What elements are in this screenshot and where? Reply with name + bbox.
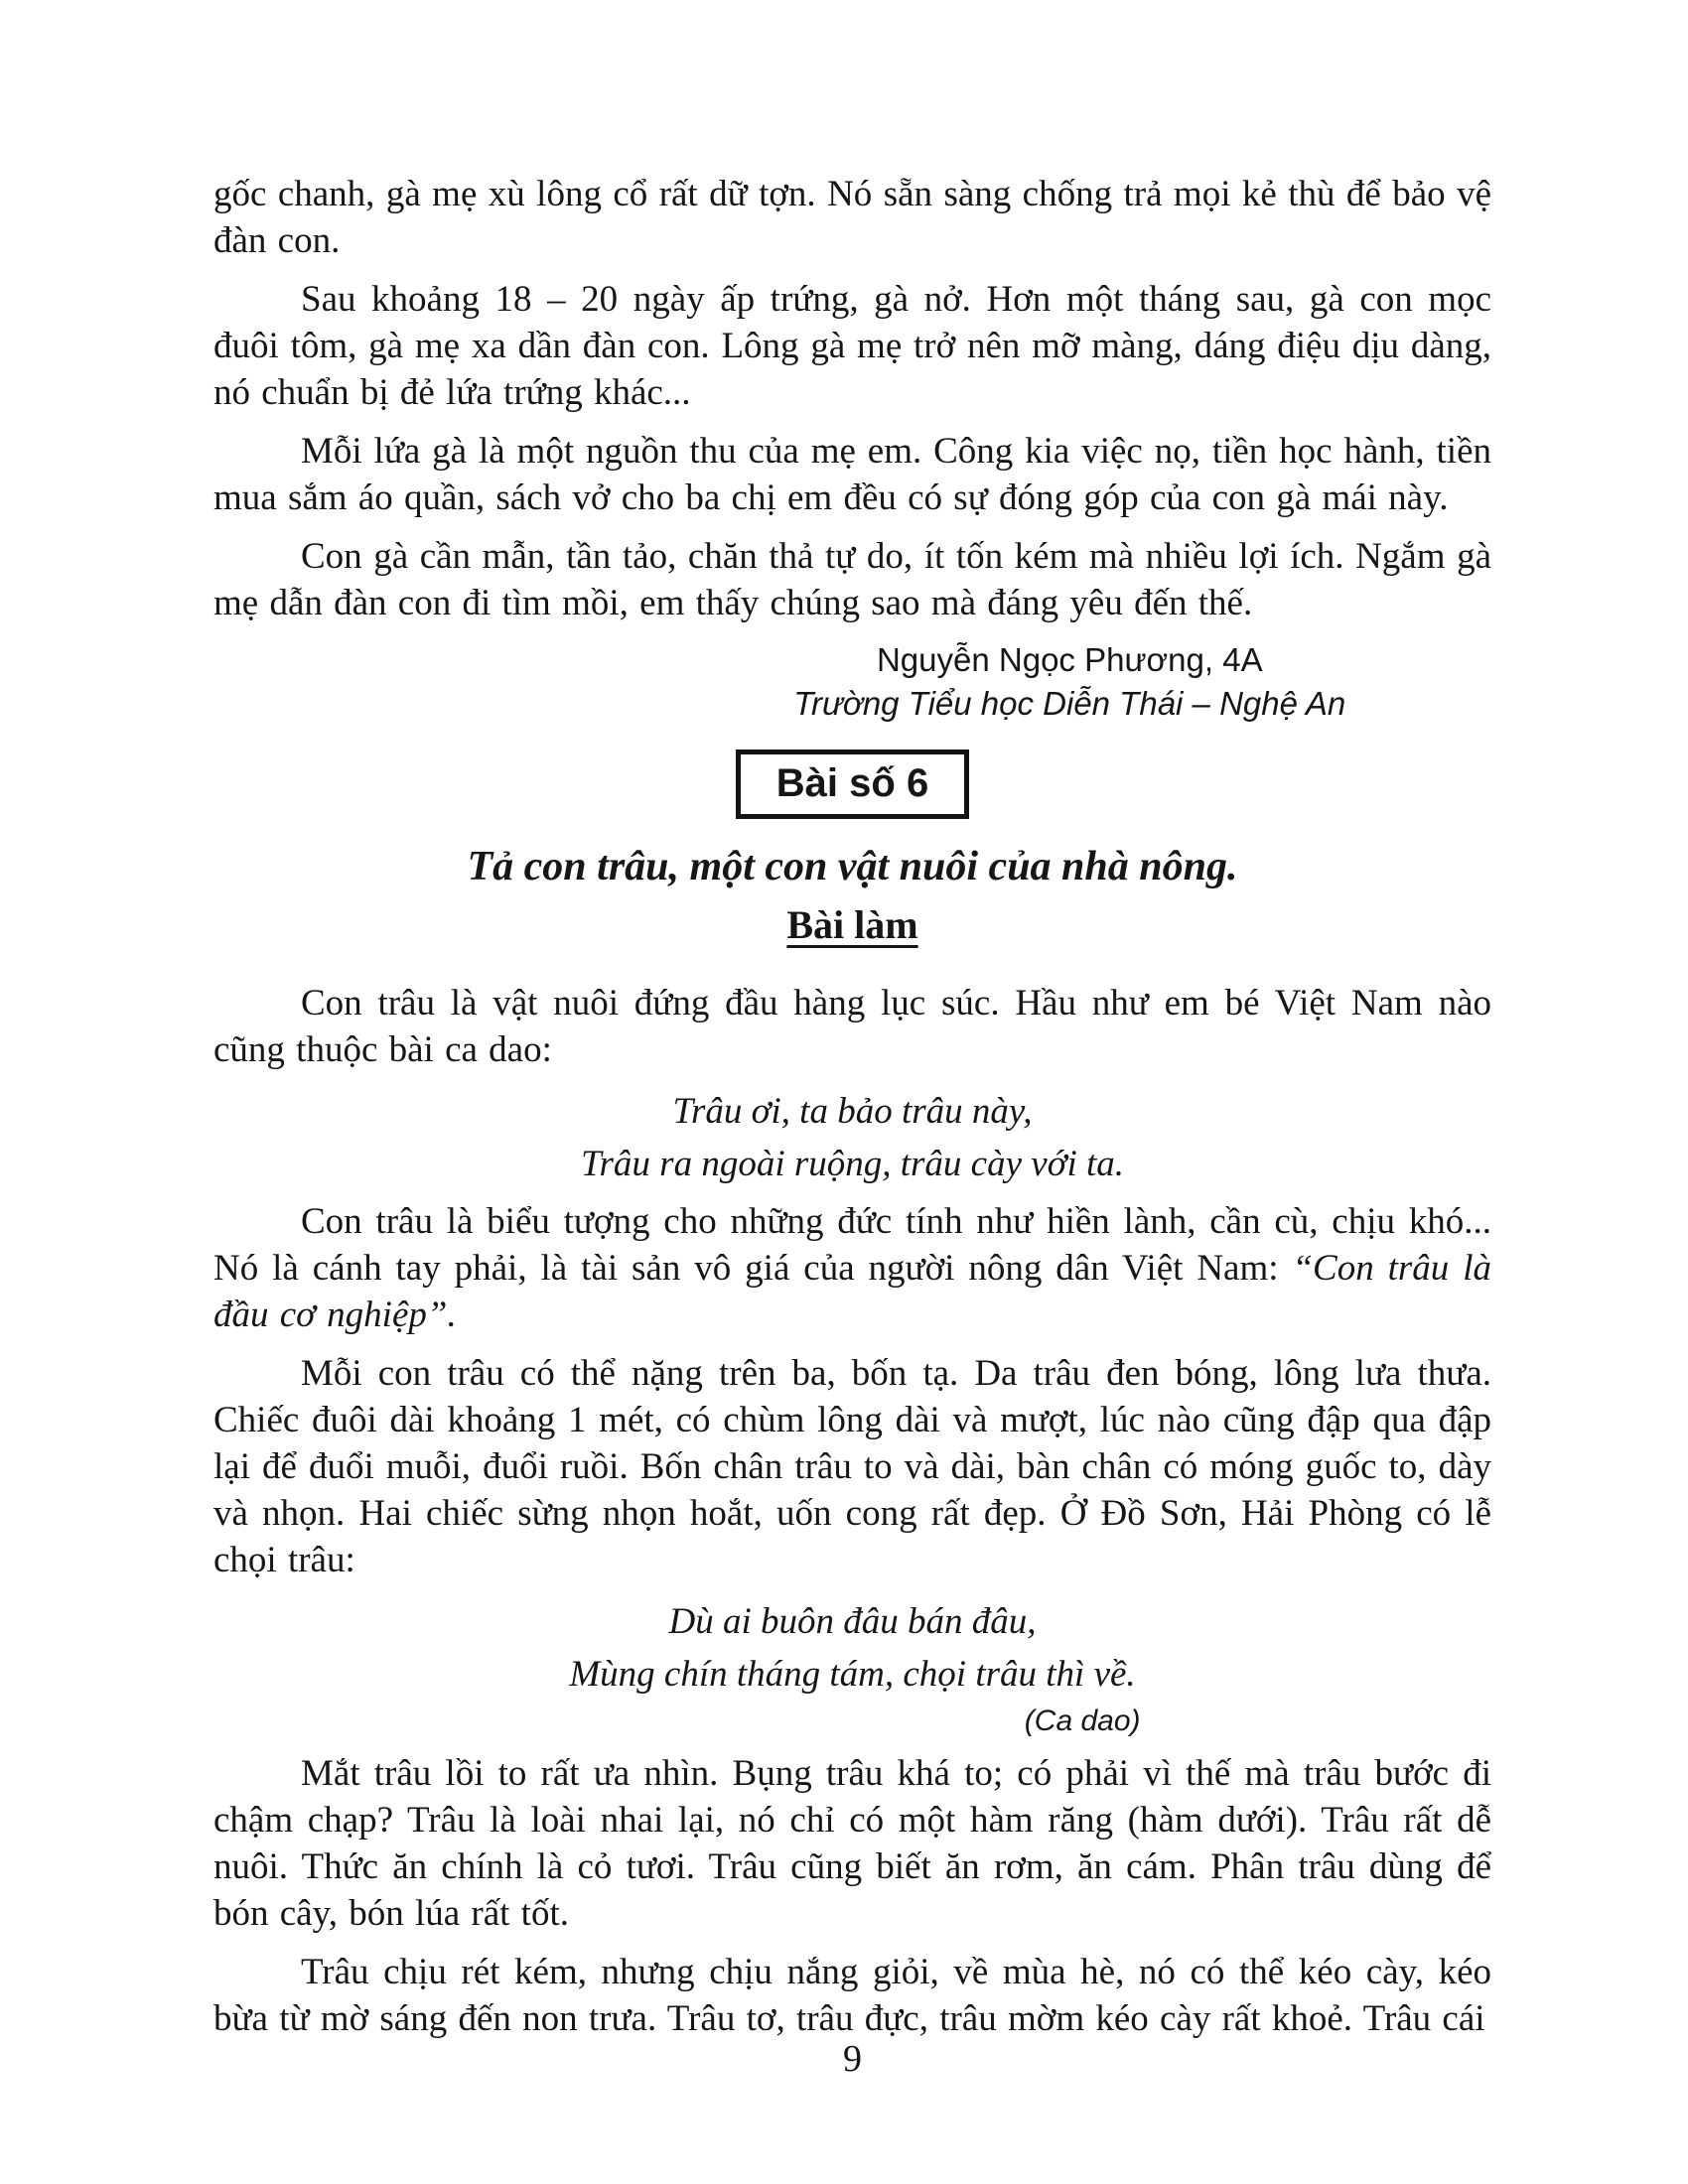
- paragraph: Mỗi con trâu có thể nặng trên ba, bốn tạ. Da trâu đen bóng, lông lưa thưa. Chiếc đuôi dài khoảng 1 mét, có chùm lông dài và mượt, lúc nào cũng đập qua đập lại để đuổi muỗi, đuổi ruồi. Bốn chân trâu to và dài, bàn chân có móng guốc to, dày và nhọn. Hai chiếc sừng nhọn hoắt, uốn cong rất đẹp. Ở Đồ Sơn, Hải Phòng có lễ chọi trâu:: [213, 1353, 1491, 1580]
- essay-heading-label: Bài làm: [786, 902, 918, 947]
- verse-line: Dù ai buôn đâu bán đâu,: [668, 1601, 1037, 1642]
- author-school: Trường Tiểu học Diễn Thái – Nghệ An: [793, 685, 1346, 722]
- quoted-proverb: “Con trâu là đầu cơ nghiệp”.: [213, 1248, 1491, 1335]
- verse-line: Trâu ra ngoài ruộng, trâu cày với ta.: [580, 1144, 1124, 1184]
- paragraph: Mỗi lứa gà là một nguồn thu của mẹ em. Công kia việc nọ, tiền học hành, tiền mua sắm áo quần, sách vở cho ba chị em đều có sự đóng góp của con gà mái này.: [213, 431, 1491, 518]
- paragraph: Con gà cần mẫn, tần tảo, chăn thả tự do, ít tốn kém mà nhiều lợi ích. Ngắm gà mẹ dẫn đàn con đi tìm mồi, em thấy chúng sao mà đáng yêu đến thế.: [213, 536, 1491, 623]
- verse-source: (Ca dao): [1024, 1705, 1141, 1737]
- author-attribution: [673, 638, 1466, 726]
- page-number: 9: [843, 2038, 862, 2080]
- paragraph: Mắt trâu lồi to rất ưa nhìn. Bụng trâu khá to; có phải vì thế mà trâu bước đi chậm chạp? Trâu là loài nhai lại, nó chỉ có một hàm răng (hàm dưới). Trâu rất dễ nuôi. Thức ăn chính là cỏ tươi. Trâu cũng biết ăn rơm, ăn cám. Phân trâu dùng để bón cây, bón lúa rất tốt.: [213, 1753, 1491, 1934]
- folk-verse-2: [213, 1595, 1491, 1742]
- verse-line: Trâu ơi, ta bảo trâu này,: [672, 1091, 1033, 1132]
- lesson-number-label: Bài số 6: [775, 761, 929, 805]
- paragraph: Con trâu là vật nuôi đứng đầu hàng lục súc. Hầu như em bé Việt Nam nào cũng thuộc bài ca dao:: [213, 983, 1491, 1070]
- essay-heading: [213, 900, 1491, 950]
- page-text-block: [213, 171, 1491, 2054]
- lesson-number-box: [736, 750, 969, 819]
- paragraph: Trâu chịu rét kém, nhưng chịu nắng giỏi, về mùa hè, nó có thể kéo cày, kéo bừa từ mờ sáng đến non trưa. Trâu tơ, trâu đực, trâu mờm kéo cày rất khoẻ. Trâu cái: [213, 1952, 1491, 2039]
- author-name: Nguyễn Ngọc Phương, 4A: [876, 641, 1263, 678]
- essay-prompt-title: Tả con trâu, một con vật nuôi của nhà nông.: [467, 844, 1238, 889]
- paragraph-continuation: gốc chanh, gà mẹ xù lông cổ rất dữ tợn. Nó sẵn sàng chống trả mọi kẻ thù để bảo vệ đàn con.: [213, 174, 1491, 261]
- paragraph: Sau khoảng 18 – 20 ngày ấp trứng, gà nở. Hơn một tháng sau, gà con mọc đuôi tôm, gà mẹ xa dần đàn con. Lông gà mẹ trở nên mỡ màng, dáng điệu dịu dàng, nó chuẩn bị đẻ lứa trứng khác...: [213, 279, 1491, 413]
- paragraph-text: Con trâu là biểu tượng cho những đức tính như hiền lành, cần cù, chịu khó... Nó là cánh tay phải, là tài sản vô giá của người nông dân Việt Nam:: [213, 1201, 1491, 1289]
- verse-line: Mùng chín tháng tám, chọi trâu thì về.: [569, 1654, 1136, 1695]
- folk-verse-1: [213, 1085, 1491, 1190]
- paragraph: [213, 1198, 1491, 1338]
